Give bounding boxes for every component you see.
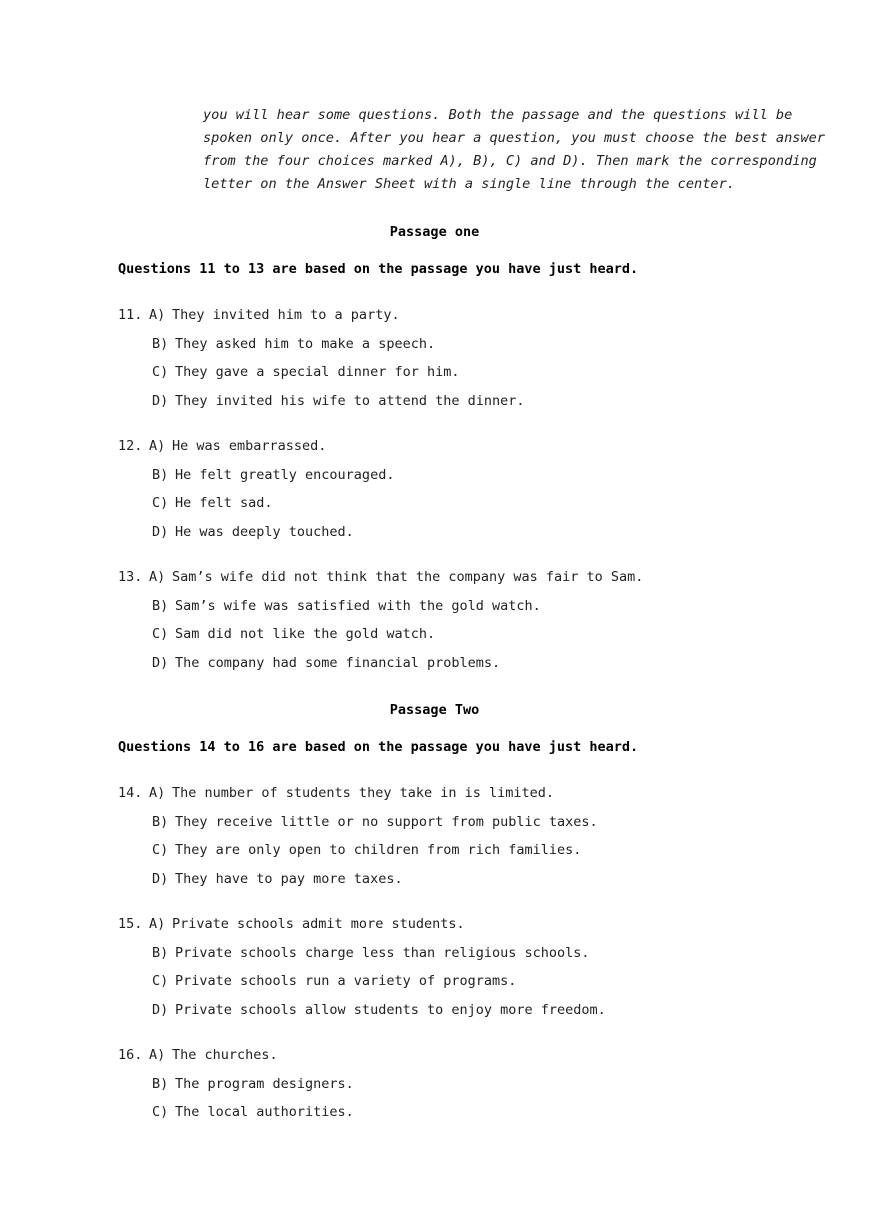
option-d [118,649,758,678]
option-letter: B) [152,597,169,614]
option-text: Sam’s wife was satisfied with the gold watch. [175,597,541,614]
option-c [118,620,758,649]
option-text: They have to pay more taxes. [175,870,403,887]
option-letter: A) [149,438,166,454]
option-c [118,1098,758,1127]
passage-two-instruction: Questions 14 to 16 are based on the passage you have just heard. [118,739,639,755]
option-text: The local authorities. [175,1104,354,1120]
question-number: 11. [118,307,143,323]
option-letter: A) [149,785,166,801]
question-number: 14. [118,785,143,801]
option-d [118,865,758,894]
option-b [118,1070,758,1099]
option-letter: B) [152,813,169,830]
option-letter: D) [152,654,169,671]
option-c [118,967,758,996]
question-number: 12. [118,438,143,454]
option-a [118,910,758,939]
option-b [118,461,758,490]
instructions-line: you will hear some questions. Both the passage and the questions will be [203,107,793,123]
option-text: Sam’s wife did not think that the company was fair to Sam. [172,569,644,585]
option-text: The churches. [172,1047,278,1063]
option-text: They asked him to make a speech. [175,335,436,352]
passage-one-instruction: Questions 11 to 13 are based on the passage you have just heard. [118,261,639,277]
option-letter: B) [152,944,169,961]
option-a [118,432,758,461]
option-text: Private schools run a variety of programs. [175,973,517,989]
option-text: The company had some financial problems. [175,654,501,671]
instructions-line: letter on the Answer Sheet with a single line through the center. [203,176,735,192]
question-12 [118,432,758,546]
option-letter: B) [152,1075,169,1092]
option-text: Private schools allow students to enjoy more freedom. [175,1001,606,1018]
option-letter: B) [152,335,169,352]
option-letter: B) [152,466,169,483]
option-a [118,563,758,592]
option-text: They invited him to a party. [172,307,400,323]
option-text: They receive little or no support from public taxes. [175,813,598,830]
option-text: The program designers. [175,1075,354,1092]
option-text: The number of students they take in is limited. [172,785,555,801]
option-b [118,592,758,621]
option-letter: C) [152,1104,169,1120]
option-letter: C) [152,495,169,511]
option-d [118,996,758,1025]
option-d [118,518,758,547]
option-a [118,1041,758,1070]
instructions-paragraph [203,104,825,196]
option-text: He was embarrassed. [172,438,327,454]
option-c [118,358,758,387]
option-letter: C) [152,626,169,642]
question-15 [118,910,758,1024]
option-text: They gave a special dinner for him. [175,364,460,380]
option-letter: C) [152,842,169,858]
option-b [118,939,758,968]
option-letter: D) [152,392,169,409]
instructions-line: spoken only once. After you hear a question, you must choose the best answer [203,130,825,146]
option-c [118,836,758,865]
option-letter: D) [152,523,169,540]
option-letter: A) [149,1047,166,1063]
question-13 [118,563,758,677]
option-a [118,301,758,330]
option-text: Private schools charge less than religious schools. [175,944,590,961]
option-text: He felt sad. [175,495,273,511]
option-b [118,808,758,837]
option-text: They are only open to children from rich families. [175,842,582,858]
option-d [118,387,758,416]
question-number: 15. [118,916,143,932]
passage-one-title: Passage one [389,224,480,240]
question-14 [118,779,758,893]
passage-two-title: Passage Two [389,702,480,718]
question-11 [118,301,758,415]
option-letter: A) [149,307,166,323]
option-letter: A) [149,916,166,932]
option-letter: A) [149,569,166,585]
question-number: 16. [118,1047,143,1063]
option-text: Sam did not like the gold watch. [175,626,436,642]
option-b [118,330,758,359]
option-text: They invited his wife to attend the dinner. [175,392,525,409]
option-text: He felt greatly encouraged. [175,466,395,483]
option-letter: C) [152,973,169,989]
question-16 [118,1041,758,1127]
option-letter: C) [152,364,169,380]
instructions-line: from the four choices marked A), B), C) and D). Then mark the corresponding [203,153,817,169]
option-text: He was deeply touched. [175,523,354,540]
option-a [118,779,758,808]
option-c [118,489,758,518]
question-number: 13. [118,569,143,585]
option-letter: D) [152,870,169,887]
option-letter: D) [152,1001,169,1018]
option-text: Private schools admit more students. [172,916,465,932]
